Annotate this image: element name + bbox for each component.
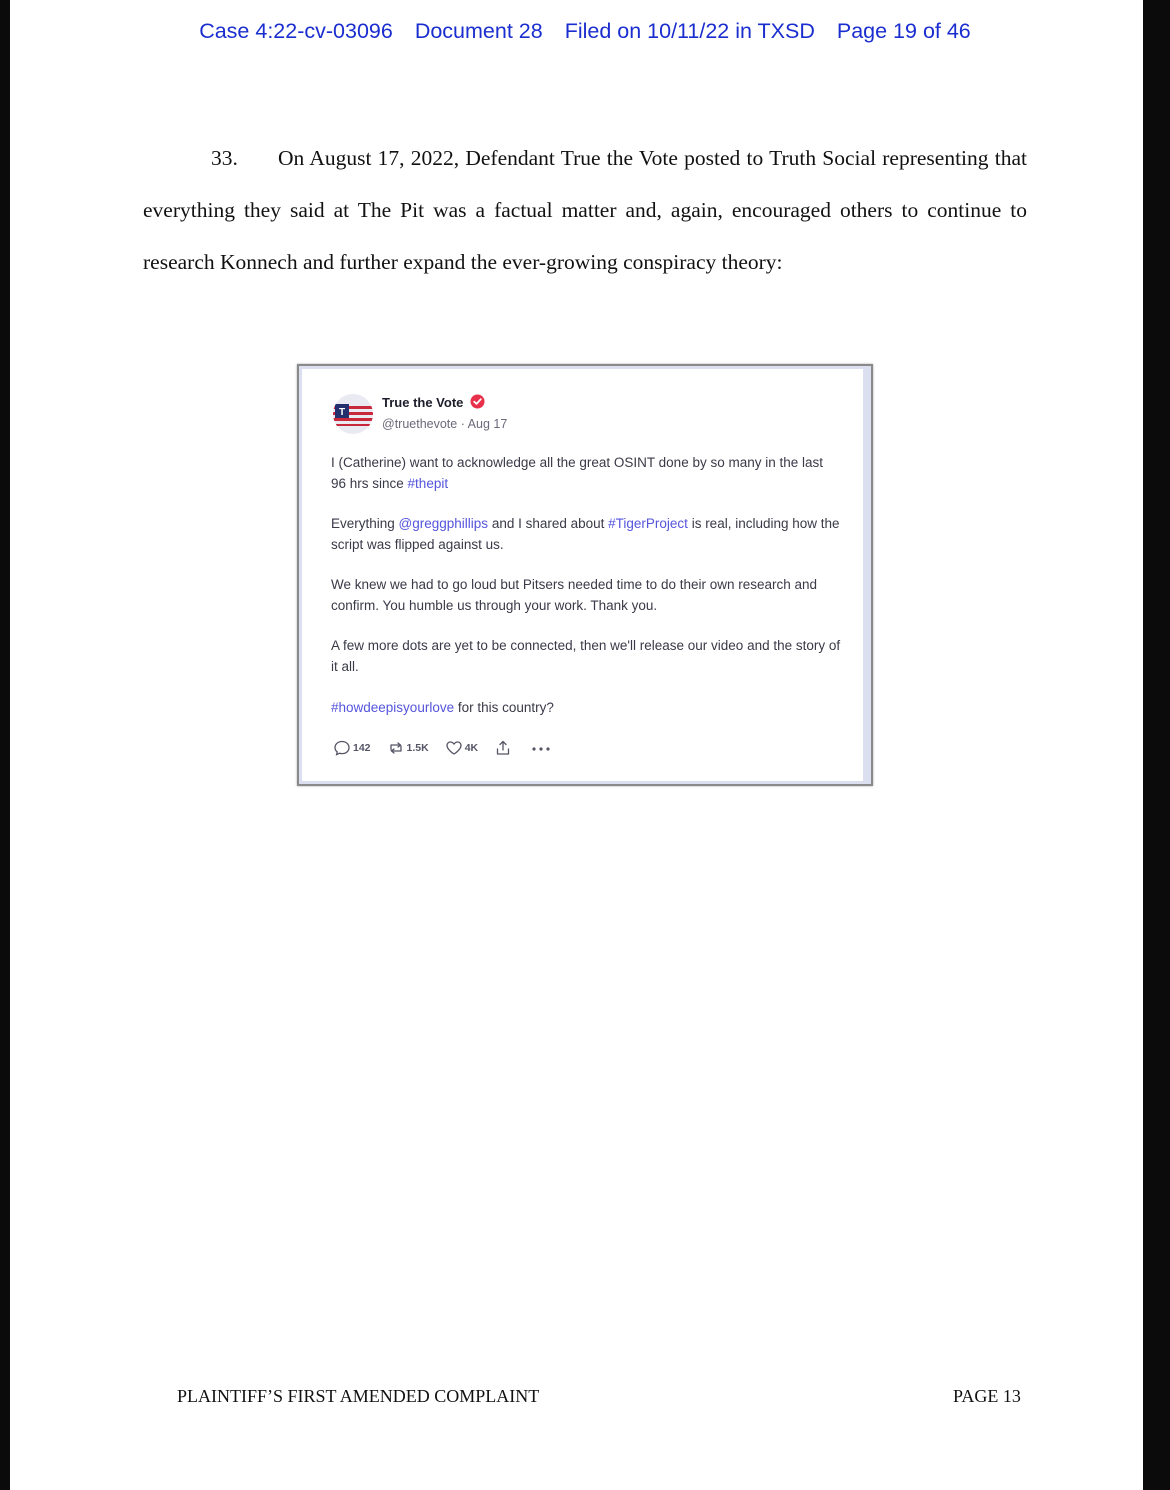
retruth-count: 1.5K <box>406 742 429 754</box>
post-author <box>382 394 485 412</box>
share-icon <box>494 739 512 757</box>
svg-text:T: T <box>338 407 346 418</box>
paragraph-text: On August 17, 2022, Defendant True the Vote posted to Truth Social representing that everything they said at The Pit was a factual matter and, again, encouraged others to continue to research Konnech and further expand the ever-growing conspiracy theory: <box>143 146 1027 274</box>
more-icon <box>530 739 552 757</box>
post-paragraph-3: We knew we had to go loud but Pitsers needed time to do their own research and confirm. You humble us through your work. Thank you. <box>331 577 818 613</box>
reply-icon <box>333 739 351 757</box>
viewer-right-edge <box>1143 0 1170 1490</box>
post-card <box>302 369 863 781</box>
share-action <box>494 739 514 757</box>
filed-date: Filed on 10/11/22 in TXSD <box>564 19 815 43</box>
post-text: Everything <box>331 516 399 531</box>
footer-title: PLAINTIFF’S FIRST AMENDED COMPLAINT <box>177 1386 540 1406</box>
mention-greggphillips: @greggphillips <box>398 516 489 531</box>
retruth-action <box>387 739 429 757</box>
footer-page-number: PAGE 13 <box>953 1386 1021 1406</box>
post-paragraph-4: A few more dots are yet to be connected, then we'll release our video and the story of it all. <box>331 638 841 674</box>
author-handle: @truethevote <box>382 417 458 431</box>
reply-action <box>333 739 371 757</box>
social-post-screenshot <box>297 364 873 786</box>
post-paragraph-5 <box>331 697 841 718</box>
viewer-left-edge <box>0 0 10 1490</box>
paragraph-number: 33. <box>211 146 238 170</box>
page-counter: Page 19 of 46 <box>836 19 971 43</box>
author-name: True the Vote <box>382 395 464 410</box>
verified-badge-icon <box>470 394 485 412</box>
post-text: is real, including how the script was flipped against us. <box>331 516 840 552</box>
meta-separator: · <box>457 417 468 431</box>
post-text: and I shared about <box>488 516 609 531</box>
post-text: I (Catherine) want to acknowledge all the great OSINT done by so many in the last 96 hrs since <box>331 455 824 491</box>
post-meta <box>382 417 507 431</box>
post-paragraph-2 <box>331 513 841 555</box>
more-action <box>530 739 554 757</box>
post-text: for this country? <box>454 700 554 715</box>
case-number: Case 4:22-cv-03096 <box>199 19 393 43</box>
like-count: 4K <box>464 742 479 754</box>
reply-count: 142 <box>353 742 371 754</box>
hashtag-thepit: #thepit <box>407 476 449 491</box>
hashtag-howdeepisyourlove: #howdeepisyourlove <box>331 700 455 715</box>
paragraph-33 <box>143 132 1027 288</box>
post-date: Aug 17 <box>467 417 508 431</box>
court-filing-header <box>0 19 1170 44</box>
avatar <box>333 394 373 434</box>
heart-icon <box>445 739 463 757</box>
post-paragraph-1 <box>331 452 841 494</box>
post-actions <box>333 739 570 757</box>
like-action <box>445 739 478 757</box>
hashtag-tigerproject: #TigerProject <box>608 516 688 531</box>
document-number: Document 28 <box>414 19 543 43</box>
retruth-icon <box>387 739 405 757</box>
